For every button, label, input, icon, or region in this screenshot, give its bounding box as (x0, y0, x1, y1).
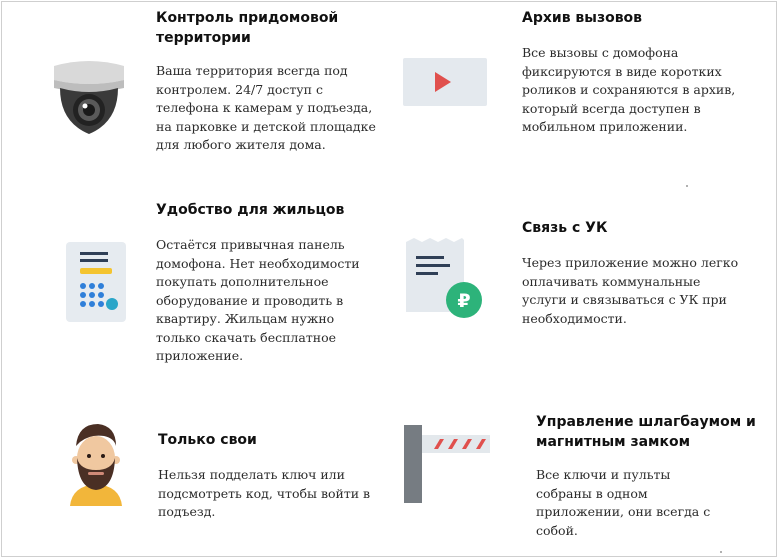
feature-title: Архив вызовов (522, 10, 643, 26)
feature-text: Все ключи и пульты собраны в одном приложении, они всегда с собой. (536, 467, 711, 538)
feature-text: Все вызовы с домофона фиксируются в виде коротких роликов и сохраняются в архив, который всегда доступен в мобильном приложении. (522, 45, 736, 134)
speck (686, 185, 688, 187)
feature-title: Связь с УК (522, 220, 608, 236)
feature-title: Контроль придомовой территории (156, 10, 339, 46)
feature-title: Только свои (158, 432, 257, 448)
receipt-ruble-icon (404, 238, 488, 320)
bearded-man-icon (64, 420, 128, 506)
feature-title: Удобство для жильцов (156, 202, 345, 218)
barrier-gate-icon (404, 425, 490, 503)
svg-text:₽: ₽ (457, 290, 471, 312)
video-play-icon (403, 58, 487, 106)
feature-text: Нельзя подделать ключ или подсмотреть код, чтобы войти в подъезд. (158, 467, 371, 519)
speck (720, 551, 722, 553)
feature-title: Управление шлагбаумом и магнитным замком (536, 414, 756, 450)
feature-text: Остаётся привычная панель домофона. Нет необходимости покупать дополнительное оборудование и проводить в квартиру. Жильцам нужно только скачать бесплатное приложение. (156, 237, 360, 363)
intercom-panel-icon (66, 242, 126, 322)
feature-text: Через приложение можно легко оплачивать коммунальные услуги и связываться с УК при необходимости. (522, 255, 739, 326)
security-camera-icon (50, 58, 128, 138)
feature-text: Ваша территория всегда под контролем. 24/7 доступ с телефона к камерам у подъезда, на парковке и детской площадке для любого жителя дома. (156, 63, 376, 152)
